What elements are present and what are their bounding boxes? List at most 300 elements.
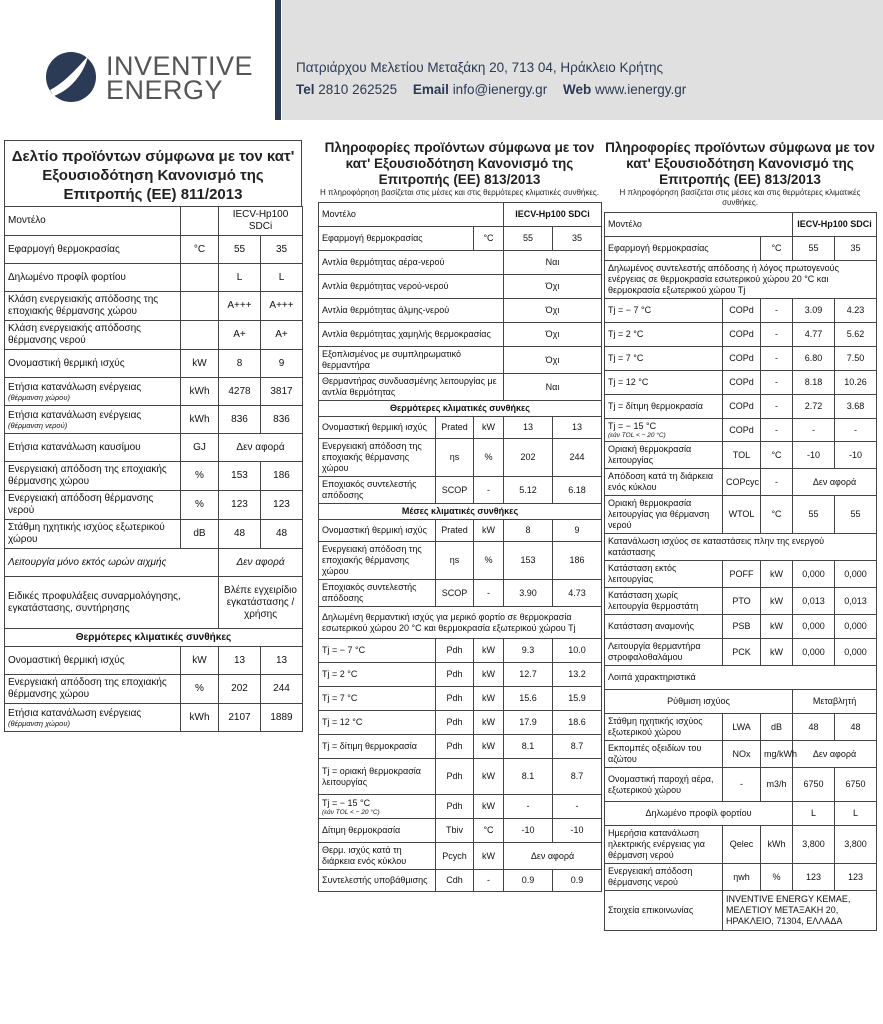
row-symbol: Qelec — [723, 826, 761, 864]
row-label: Μοντέλο — [5, 207, 181, 236]
table-row — [605, 442, 877, 469]
row-value: Δεν αφορά — [219, 434, 303, 462]
table-row — [605, 891, 877, 931]
table-row — [605, 395, 877, 419]
row-unit — [181, 321, 219, 350]
table-row — [5, 207, 303, 236]
row-unit: dB — [181, 520, 219, 549]
table-row — [319, 504, 602, 520]
table-row — [5, 236, 303, 264]
row-label: Δίτιμη θερμοκρασία — [319, 819, 436, 843]
row-label: Ετήσια κατανάλωση ενέργειας (θέρμανση χώρου) — [5, 378, 181, 406]
row-value: Δεν αφορά — [504, 843, 602, 870]
row-label: Ετήσια κατανάλωση ενέργειας (θέρμανση χώρου) — [5, 704, 181, 732]
table-row — [319, 542, 602, 580]
row-value: 9.3 — [504, 639, 553, 663]
row-value: 18.6 — [553, 711, 602, 735]
row-unit: - — [761, 395, 793, 419]
row-unit: mg/kWh — [761, 741, 793, 768]
row-unit: kW — [474, 520, 504, 542]
row-value: IECV-Hp100 SDCi — [793, 213, 877, 237]
row-unit: - — [474, 870, 504, 892]
row-value: 3,800 — [793, 826, 835, 864]
row-symbol: LWA — [723, 714, 761, 741]
web-label: Web — [562, 82, 592, 97]
row-value: 13 — [219, 647, 261, 675]
row-value: 10.26 — [835, 371, 877, 395]
row-symbol: - — [723, 768, 761, 802]
row-unit: kW — [181, 350, 219, 378]
row-value: 186 — [261, 462, 303, 491]
row-value: 0,000 — [835, 615, 877, 639]
table-row — [319, 417, 602, 439]
row-label: Ονομαστική θερμική ισχύς — [319, 417, 436, 439]
fiche-811-table — [4, 206, 303, 732]
row-unit: - — [761, 469, 793, 496]
row-unit: kW — [761, 561, 793, 588]
row-label: Δηλωμένο προφίλ φορτίου — [5, 264, 181, 292]
table-row — [319, 819, 602, 843]
table-row — [5, 675, 303, 704]
row-value: 35 — [553, 227, 602, 251]
row-value: 0.9 — [553, 870, 602, 892]
row-value: INVENTIVE ENERGY ΚΕΜΑΕ, ΜΕΛΕΤΙΟΥ ΜΕΤΑΞΑΚΗ 20, ΗΡΑΚΛΕΙΟ, 71304, ΕΛΛΑΔΑ — [723, 891, 877, 931]
row-value: Δεν αφορά — [793, 469, 877, 496]
info-813-b-table — [604, 212, 877, 931]
table-row — [319, 439, 602, 477]
header-info-panel — [282, 0, 883, 120]
table-row — [605, 261, 877, 299]
row-value: 3.68 — [835, 395, 877, 419]
row-label: Στοιχεία επικοινωνίας — [605, 891, 723, 931]
info-813-a-title: Πληροφορίες προϊόντων σύμφωνα με τον κατ' Εξουσιοδότηση Κανονισμό της Επιτροπής (ΕΕ) 813/2013 — [324, 140, 595, 187]
row-label: Tj = − 15 °C (εάν TOL < − 20 °C) — [605, 419, 723, 442]
row-value: 48 — [261, 520, 303, 549]
email-value[interactable]: info@ienergy.gr — [452, 82, 548, 97]
row-label: Θερμ. ισχύς κατά τη διάρκεια ενός κύκλου — [319, 843, 436, 870]
table-row — [319, 477, 602, 504]
row-label: Tj = − 7 °C — [605, 299, 723, 323]
row-symbol: COPd — [723, 419, 761, 442]
row-unit: °C — [181, 236, 219, 264]
row-value: 836 — [219, 406, 261, 434]
row-unit: kW — [761, 588, 793, 615]
row-value: Δεν αφορά — [793, 741, 877, 768]
product-info-813-a — [318, 140, 601, 892]
table-row — [319, 203, 602, 227]
row-label: Αντλία θερμότητας αέρα-νερού — [319, 251, 504, 275]
table-row — [319, 275, 602, 299]
row-label: Tj = οριακή θερμοκρασία λειτουργίας — [319, 759, 436, 795]
row-symbol: PTO — [723, 588, 761, 615]
row-label: Ενεργειακή απόδοση της εποχιακής θέρμανσης χώρου — [5, 462, 181, 491]
row-label: Λοιπά χαρακτηριστικά — [605, 666, 877, 690]
row-value: 12.7 — [504, 663, 553, 687]
table-row — [605, 666, 877, 690]
info-813-a-table — [318, 202, 602, 892]
fiche-811-title: Δελτίο προϊόντων σύμφωνα με τον κατ' Εξουσιοδότηση Κανονισμό της Επιτροπής (ΕΕ) 811/2013 — [4, 140, 302, 206]
row-unit: - — [474, 580, 504, 607]
row-value: 35 — [261, 236, 303, 264]
row-value: 9 — [553, 520, 602, 542]
table-row — [319, 735, 602, 759]
row-value: A+ — [219, 321, 261, 350]
row-value: 0,000 — [835, 561, 877, 588]
section-header: Θερμότερες κλιματικές συνθήκες — [319, 401, 602, 417]
row-value: - — [835, 419, 877, 442]
row-label: Απόδοση κατά τη διάρκεια ενός κύκλου — [605, 469, 723, 496]
row-value: 123 — [793, 864, 835, 891]
row-value: 55 — [219, 236, 261, 264]
row-label: Εφαρμογή θερμοκρασίας — [319, 227, 474, 251]
row-label: Αντλία θερμότητας άλμης-νερού — [319, 299, 504, 323]
web-value[interactable]: www.ienergy.gr — [594, 82, 687, 97]
row-unit: kWh — [181, 704, 219, 732]
table-row — [5, 629, 303, 647]
section-header: Μέσες κλιματικές συνθήκες — [319, 504, 602, 520]
table-row — [605, 588, 877, 615]
row-unit — [181, 207, 219, 236]
row-label: Λειτουργία θερμαντήρα στροφαλοθαλάμου — [605, 639, 723, 666]
company-logo — [44, 50, 284, 110]
row-symbol: Prated — [436, 520, 474, 542]
row-symbol: NOx — [723, 741, 761, 768]
row-unit: kW — [474, 663, 504, 687]
row-label: Tj = 7 °C — [605, 347, 723, 371]
row-symbol: Pcych — [436, 843, 474, 870]
row-value: Βλέπε εγχειρίδιο εγκατάστασης / χρήσης — [219, 577, 303, 629]
row-value: 5.62 — [835, 323, 877, 347]
row-value: A+++ — [261, 292, 303, 321]
row-label: Αντλία θερμότητας νερού-νερού — [319, 275, 504, 299]
row-value: 244 — [261, 675, 303, 704]
row-value: 15.6 — [504, 687, 553, 711]
row-unit: kW — [761, 615, 793, 639]
row-label: Οριακή θερμοκρασία λειτουργίας — [605, 442, 723, 469]
row-value: 6750 — [793, 768, 835, 802]
row-unit: kW — [761, 639, 793, 666]
row-unit: m3/h — [761, 768, 793, 802]
row-value: 123 — [219, 491, 261, 520]
table-row — [605, 534, 877, 561]
row-symbol: Pdh — [436, 663, 474, 687]
row-value: 55 — [835, 496, 877, 534]
row-unit: - — [474, 477, 504, 504]
row-label: Κατάσταση εκτός λειτουργίας — [605, 561, 723, 588]
row-value: 8.1 — [504, 735, 553, 759]
row-value: -10 — [793, 442, 835, 469]
row-label: Ενεργειακή απόδοση της εποχιακής θέρμανσης χώρου — [319, 439, 436, 477]
table-row — [5, 321, 303, 350]
row-label: Εξοπλισμένος με συμπληρωματικό θερμαντήρα — [319, 347, 504, 374]
row-unit: °C — [761, 496, 793, 534]
table-row — [605, 323, 877, 347]
row-value: 2.72 — [793, 395, 835, 419]
table-row — [605, 690, 877, 714]
table-row — [605, 561, 877, 588]
row-unit: kW — [474, 735, 504, 759]
row-label: Εκπομπές οξειδίων του αζώτου — [605, 741, 723, 768]
table-row — [319, 299, 602, 323]
row-value: Δεν αφορά — [219, 549, 303, 577]
product-fiche-811 — [4, 140, 302, 732]
table-row — [605, 347, 877, 371]
row-label: Tj = 12 °C — [605, 371, 723, 395]
table-row — [605, 639, 877, 666]
row-value: 123 — [261, 491, 303, 520]
table-row — [5, 292, 303, 321]
row-unit: % — [761, 864, 793, 891]
table-row — [319, 663, 602, 687]
row-unit: - — [761, 419, 793, 442]
row-label: Εφαρμογή θερμοκρασίας — [5, 236, 181, 264]
section-header: Θερμότερες κλιματικές συνθήκες — [5, 629, 303, 647]
row-unit: % — [474, 542, 504, 580]
table-row — [319, 639, 602, 663]
row-label: Ειδικές προφυλάξεις συναρμολόγησης, εγκατάστασης, συντήρησης — [5, 577, 219, 629]
table-row — [605, 496, 877, 534]
row-unit: kW — [474, 795, 504, 819]
row-unit — [181, 292, 219, 321]
company-address: Πατριάρχου Μελετίου Μεταξάκη 20, 713 04, Ηράκλειο Κρήτης — [296, 60, 663, 75]
row-value: L — [219, 264, 261, 292]
row-value: 9 — [261, 350, 303, 378]
logo-line-2: ENERGY — [106, 75, 224, 105]
table-row — [319, 843, 602, 870]
row-label: Οριακή θερμοκρασία λειτουργίας για θέρμανση νερού — [605, 496, 723, 534]
row-symbol: TOL — [723, 442, 761, 469]
table-row — [319, 323, 602, 347]
row-label: Λειτουργία μόνο εκτός ωρών αιχμής — [5, 549, 219, 577]
row-value: 0,000 — [793, 615, 835, 639]
row-unit: - — [761, 299, 793, 323]
table-row — [605, 802, 877, 826]
row-symbol: PSB — [723, 615, 761, 639]
row-unit: kW — [474, 639, 504, 663]
row-value: - — [504, 795, 553, 819]
row-label: Tj = δίτιμη θερμοκρασία — [319, 735, 436, 759]
row-value: 48 — [219, 520, 261, 549]
row-value: 153 — [219, 462, 261, 491]
row-label: Θερμαντήρας συνδυασμένης λειτουργίας με αντλία θερμότητας — [319, 374, 504, 401]
row-unit: kWh — [761, 826, 793, 864]
row-symbol: Pdh — [436, 687, 474, 711]
table-row — [5, 647, 303, 675]
row-label: Tj = 2 °C — [605, 323, 723, 347]
row-label: Κλάση ενεργειακής απόδοσης της εποχιακής θέρμανσης χώρου — [5, 292, 181, 321]
table-row — [319, 227, 602, 251]
row-label: Ενεργειακή απόδοση της εποχιακής θέρμανσης χώρου — [5, 675, 181, 704]
row-value: 4.73 — [553, 580, 602, 607]
table-row — [319, 759, 602, 795]
table-row — [319, 687, 602, 711]
tel-value: 2810 262525 — [318, 82, 398, 97]
row-value: 13 — [553, 417, 602, 439]
row-value: 244 — [553, 439, 602, 477]
row-value: 55 — [504, 227, 553, 251]
row-sub-label: (θέρμανση χώρου) — [8, 718, 70, 728]
row-unit: - — [761, 347, 793, 371]
row-label: Tj = δίτιμη θερμοκρασία — [605, 395, 723, 419]
row-value: 8.18 — [793, 371, 835, 395]
row-label: Εφαρμογή θερμοκρασίας — [605, 237, 761, 261]
row-value: 123 — [835, 864, 877, 891]
table-row — [605, 714, 877, 741]
table-row — [319, 580, 602, 607]
row-label: Κατάσταση χωρίς λειτουργία θερμοστάτη — [605, 588, 723, 615]
row-label: Δηλωμένη θερμαντική ισχύς για μερικό φορτίο σε θερμοκρασία εσωτερικού χώρου 20 °C και θερμοκρασία εξωτερικού χώρου Tj — [319, 607, 602, 639]
row-unit — [181, 264, 219, 292]
row-value: L — [835, 802, 877, 826]
table-row — [605, 213, 877, 237]
row-symbol: SCOP — [436, 580, 474, 607]
table-row — [5, 378, 303, 406]
row-unit: kWh — [181, 406, 219, 434]
row-value: Μεταβλητή — [793, 690, 877, 714]
row-sub-label: (θέρμανση χώρου) — [8, 392, 70, 402]
table-row — [5, 520, 303, 549]
row-label: Ρύθμιση ισχύος — [605, 690, 793, 714]
row-unit: kWh — [181, 378, 219, 406]
row-value: 6.80 — [793, 347, 835, 371]
row-value: 3,800 — [835, 826, 877, 864]
table-row — [605, 615, 877, 639]
row-value: 2107 — [219, 704, 261, 732]
row-value: 836 — [261, 406, 303, 434]
row-unit: kW — [474, 759, 504, 795]
table-row — [5, 462, 303, 491]
row-unit: - — [761, 323, 793, 347]
row-unit: dB — [761, 714, 793, 741]
row-value: 13.2 — [553, 663, 602, 687]
row-label: Μοντέλο — [319, 203, 504, 227]
row-unit: °C — [761, 442, 793, 469]
row-label: Tj = − 7 °C — [319, 639, 436, 663]
row-unit: % — [181, 462, 219, 491]
row-sub-label: (θέρμανση νερού) — [8, 420, 68, 430]
row-unit: °C — [761, 237, 793, 261]
row-value: 15.9 — [553, 687, 602, 711]
row-symbol: COPd — [723, 347, 761, 371]
row-label: Ενεργειακή απόδοση της εποχιακής θέρμανσης χώρου — [319, 542, 436, 580]
row-symbol: COPd — [723, 323, 761, 347]
table-row — [605, 864, 877, 891]
row-symbol: Tbiv — [436, 819, 474, 843]
row-value: 17.9 — [504, 711, 553, 735]
row-value: Όχι — [504, 299, 602, 323]
info-813-b-title: Πληροφορίες προϊόντων σύμφωνα με τον κατ' Εξουσιοδότηση Κανονισμό της Επιτροπής (ΕΕ) 813/2013 — [605, 140, 875, 187]
row-symbol: Pdh — [436, 735, 474, 759]
row-label: Ονομαστική θερμική ισχύς — [319, 520, 436, 542]
table-row — [605, 237, 877, 261]
row-unit: % — [181, 675, 219, 704]
row-label: Ενεργειακή απόδοση θέρμανσης νερού — [605, 864, 723, 891]
row-symbol: Cdh — [436, 870, 474, 892]
row-value: 6.18 — [553, 477, 602, 504]
table-row — [5, 264, 303, 292]
table-row — [605, 371, 877, 395]
row-symbol: COPcyc — [723, 469, 761, 496]
table-row — [5, 491, 303, 520]
row-value: 48 — [793, 714, 835, 741]
row-symbol: Pdh — [436, 639, 474, 663]
row-value: -10 — [504, 819, 553, 843]
row-value: - — [553, 795, 602, 819]
table-row — [5, 704, 303, 732]
row-value: 4278 — [219, 378, 261, 406]
row-label: Κατάσταση αναμονής — [605, 615, 723, 639]
table-row — [319, 401, 602, 417]
row-value: IECV-Hp100 SDCi — [219, 207, 303, 236]
row-symbol: ηs — [436, 439, 474, 477]
row-value: 0,000 — [835, 639, 877, 666]
row-symbol: Pdh — [436, 795, 474, 819]
row-label: Μοντέλο — [605, 213, 793, 237]
row-sub-label: (εάν TOL < − 20 °C) — [322, 808, 380, 816]
table-row — [319, 711, 602, 735]
table-row — [605, 469, 877, 496]
row-value: 8.7 — [553, 735, 602, 759]
table-row — [5, 549, 303, 577]
table-row — [605, 299, 877, 323]
row-label: Tj = 7 °C — [319, 687, 436, 711]
row-value: Όχι — [504, 347, 602, 374]
row-label: Συντελεστής υποβάθμισης — [319, 870, 436, 892]
row-label: Ενεργειακή απόδοση θέρμανσης νερού — [5, 491, 181, 520]
table-row — [5, 577, 303, 629]
table-row — [605, 741, 877, 768]
row-unit: - — [761, 371, 793, 395]
row-unit: °C — [474, 227, 504, 251]
info-813-a-note: Η πληροφόρηση βασίζεται στις μέσες και στις θερμότερες κλιματικές συνθήκες. — [320, 188, 599, 197]
logo-line-1: INVENTIVE — [106, 51, 254, 81]
table-row — [5, 406, 303, 434]
row-unit: kW — [474, 843, 504, 870]
row-label: Εποχιακός συντελεστής απόδοσης — [319, 580, 436, 607]
row-symbol: WTOL — [723, 496, 761, 534]
row-label: Ημερήσια κατανάλωση ηλεκτρικής ενέργειας για θέρμανση νερού — [605, 826, 723, 864]
row-unit: GJ — [181, 434, 219, 462]
table-row — [319, 795, 602, 819]
row-unit: kW — [474, 711, 504, 735]
table-row — [319, 520, 602, 542]
row-value: 202 — [504, 439, 553, 477]
tel-label: Tel — [296, 82, 315, 97]
row-value: L — [261, 264, 303, 292]
row-unit: °C — [474, 819, 504, 843]
row-value: 8 — [219, 350, 261, 378]
row-label: Εποχιακός συντελεστής απόδοσης — [319, 477, 436, 504]
row-value: 55 — [793, 237, 835, 261]
row-value: 35 — [835, 237, 877, 261]
row-symbol: COPd — [723, 395, 761, 419]
row-label: Ονομαστική θερμική ισχύς — [5, 647, 181, 675]
table-row — [319, 347, 602, 374]
table-row — [605, 826, 877, 864]
row-unit: kW — [474, 417, 504, 439]
row-symbol: ηwh — [723, 864, 761, 891]
row-value: 8 — [504, 520, 553, 542]
page-header — [0, 0, 883, 120]
row-value: 4.23 — [835, 299, 877, 323]
row-value: -10 — [553, 819, 602, 843]
row-label: Στάθμη ηχητικής ισχύος εξωτερικού χώρου — [605, 714, 723, 741]
row-value: -10 — [835, 442, 877, 469]
row-label: Tj = 2 °C — [319, 663, 436, 687]
logo-wordmark — [106, 51, 254, 105]
row-symbol: COPd — [723, 371, 761, 395]
row-value: 3.90 — [504, 580, 553, 607]
